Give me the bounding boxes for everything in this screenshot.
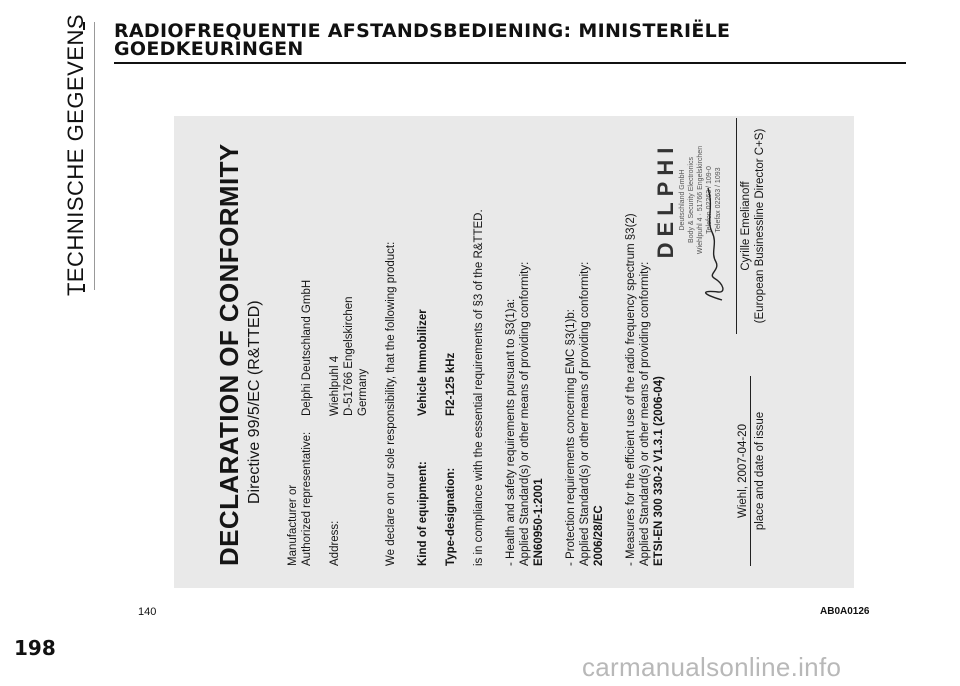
type-row — [444, 130, 458, 566]
stamp-line-4: Telefon 02263 / 109-0 — [706, 166, 713, 234]
manufacturer-label-1: Manufacturer or — [287, 484, 299, 566]
place-date-block — [736, 376, 767, 566]
equipment-label: Kind of equipment: — [417, 461, 429, 566]
watermark: carmanualsonline.info — [582, 652, 842, 682]
figure-code: AB0A0126 — [820, 606, 870, 617]
handwritten-signature — [696, 184, 730, 304]
header-line-2: GOEDKEURINGEN — [114, 38, 304, 60]
requirement-health — [504, 130, 546, 566]
stamp-line-3: Wiehlpuhl 4 · 51766 Engelskirchen — [697, 145, 704, 255]
req-spectrum-line-1: - Measures for the efficient use of the radio frequency spectrum §3(2) — [625, 213, 637, 566]
manufacturer-value: Delphi Deutschland GmbH — [301, 279, 313, 416]
manufacturer-row — [286, 130, 314, 566]
req-health-standard: EN60950-1:2001 — [533, 478, 545, 566]
section-tab-label: TECHNISCHE GEGEVENS — [63, 13, 88, 297]
req-health-line-2: Applied Standard(s) or other means of providing conformity: — [519, 261, 531, 566]
type-label: Type-designation: — [445, 467, 457, 566]
signer-title: (European Businessline Director C+S) — [754, 128, 766, 324]
stamp-line-1: Deutschland GmbH — [679, 169, 686, 231]
address-line-2: D-51766 Engelskirchen — [343, 296, 355, 416]
req-emc-line-2: Applied Standard(s) or other means of providing conformity: — [579, 261, 591, 566]
address-row — [328, 130, 370, 566]
place-date: Wiehl, 2007-04-20 — [737, 424, 749, 518]
manufacturer-label-2: Authorized representative: — [301, 431, 313, 566]
page-number: 198 — [14, 636, 56, 660]
stamp-line-5: Telefax 02263 / 1093 — [715, 167, 722, 233]
stamp-logo: DELPHI — [653, 141, 678, 259]
declaration-text: We declare on our sole responsibility, that the following product: — [385, 241, 397, 566]
requirement-emc — [564, 130, 606, 566]
req-spectrum-standard: ETSI-EN 300 330-2 V1.3.1 (2006-04) — [653, 376, 665, 566]
address-line-3: Germany — [357, 368, 369, 416]
header-line-1: RADIOFREQUENTIE AFSTANDSBEDIENING: MINISTERIËLE — [114, 20, 731, 42]
document-title: DECLARATION OF CONFORMITY — [214, 143, 244, 566]
header-rule — [114, 62, 906, 64]
tab-divider — [94, 22, 95, 290]
stamp-line-2: Body & Security Electronics — [688, 157, 695, 243]
place-date-caption: place and date of issue — [750, 376, 767, 566]
req-health-line-1: - Health and safety requirements pursuant to §3(1)a: — [505, 298, 517, 566]
signer-name: Cyrille Emelianoff — [736, 118, 753, 334]
conformity-document — [174, 116, 854, 588]
address-label: Address: — [329, 520, 341, 566]
page-header — [114, 22, 906, 58]
equipment-row — [416, 130, 430, 566]
document-subtitle: Directive 99/5/EC (R&TTED) — [246, 300, 263, 504]
type-value: FI2-125 kHz — [445, 352, 457, 416]
req-emc-standard: 2006/28/EC — [593, 505, 605, 566]
address-line-1: Wiehlpuhl 4 — [329, 355, 341, 416]
scanned-certificate — [174, 116, 854, 588]
signer-block — [736, 118, 767, 334]
req-spectrum-line-2: Applied Standard(s) or other means of providing conformity: — [639, 261, 651, 566]
figure-number: 140 — [138, 606, 157, 618]
req-emc-line-1: - Protection requirements concerning EMC §3(1)b: — [565, 309, 577, 566]
equipment-value: Vehicle Immobilizer — [417, 309, 429, 416]
compliance-text: is in compliance with the essential requirements of §3 of the R&TTED. — [473, 209, 485, 566]
